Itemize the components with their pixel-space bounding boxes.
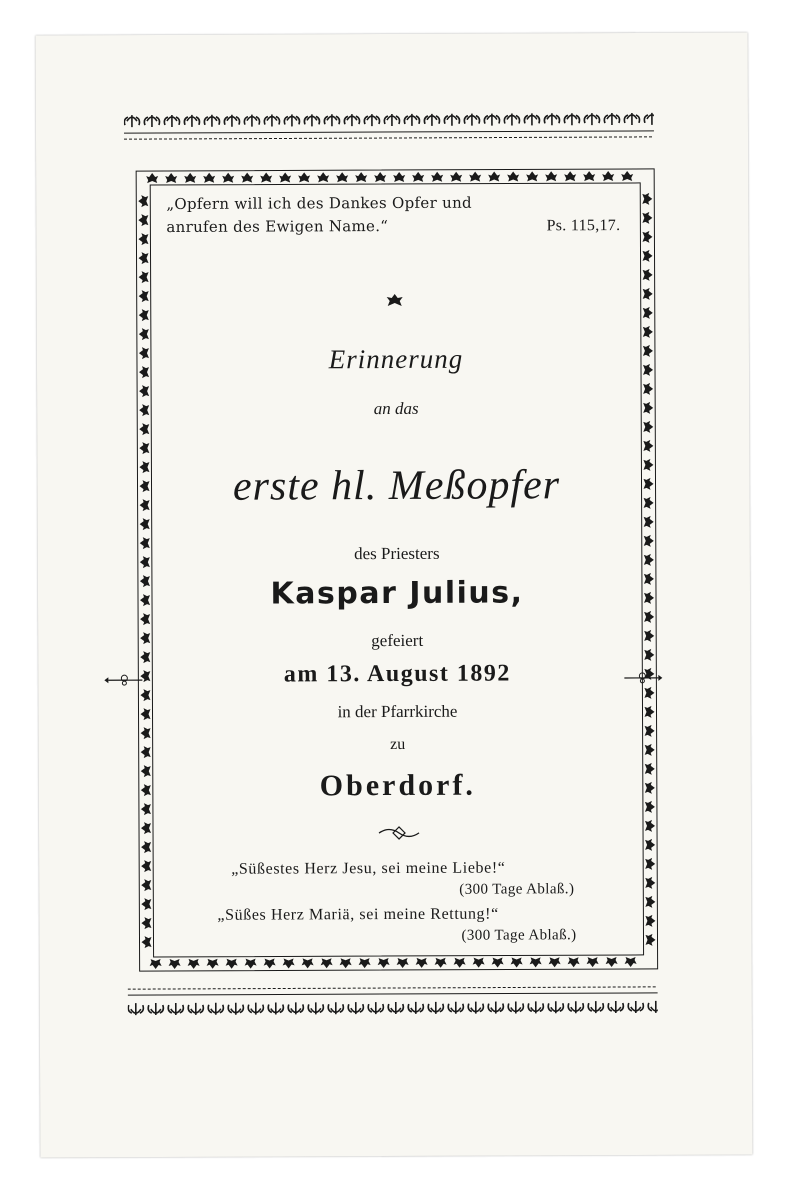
heading-zu: zu bbox=[390, 735, 406, 754]
memorial-card bbox=[36, 32, 753, 1157]
flourish-left-icon bbox=[102, 673, 148, 687]
psalm-motto bbox=[166, 191, 626, 239]
motto-line-1: „Opfern will ich des Dankes Opfer und bbox=[166, 193, 472, 213]
heading-an-das: an das bbox=[373, 398, 419, 419]
prayer-2: „Süßes Herz Mariä, sei meine Rettung!“ bbox=[217, 905, 499, 924]
motto-line-2: anrufen des Ewigen Name.“ bbox=[166, 217, 389, 236]
card-content bbox=[156, 183, 637, 955]
leaf-ornament-icon bbox=[385, 292, 405, 308]
prayer-1-indulgence: (300 Tage Ablaß.) bbox=[459, 881, 575, 898]
flourish-right-icon bbox=[618, 671, 664, 685]
heading-des-priesters: des Priesters bbox=[354, 543, 440, 564]
prayer-2-indulgence: (300 Tage Ablaß.) bbox=[461, 927, 577, 944]
top-fleur-border bbox=[124, 101, 654, 143]
prayer-1: „Süßestes Herz Jesu, sei meine Liebe!“ bbox=[231, 859, 506, 878]
heading-erinnerung: Erinnerung bbox=[328, 343, 464, 375]
knot-ornament-icon bbox=[377, 824, 421, 842]
ordination-date: am 13. August 1892 bbox=[283, 660, 511, 688]
heading-gefeiert: gefeiert bbox=[371, 630, 424, 651]
psalm-reference: Ps. 115,17. bbox=[546, 217, 621, 235]
bottom-fleur-border bbox=[128, 983, 658, 1025]
heading-pfarrkirche: in der Pfarrkirche bbox=[337, 701, 458, 722]
place-name: Oberdorf. bbox=[319, 768, 476, 803]
heading-messopfer: erste hl. Meßopfer bbox=[232, 462, 561, 510]
priest-name: Kaspar Julius, bbox=[270, 575, 524, 612]
